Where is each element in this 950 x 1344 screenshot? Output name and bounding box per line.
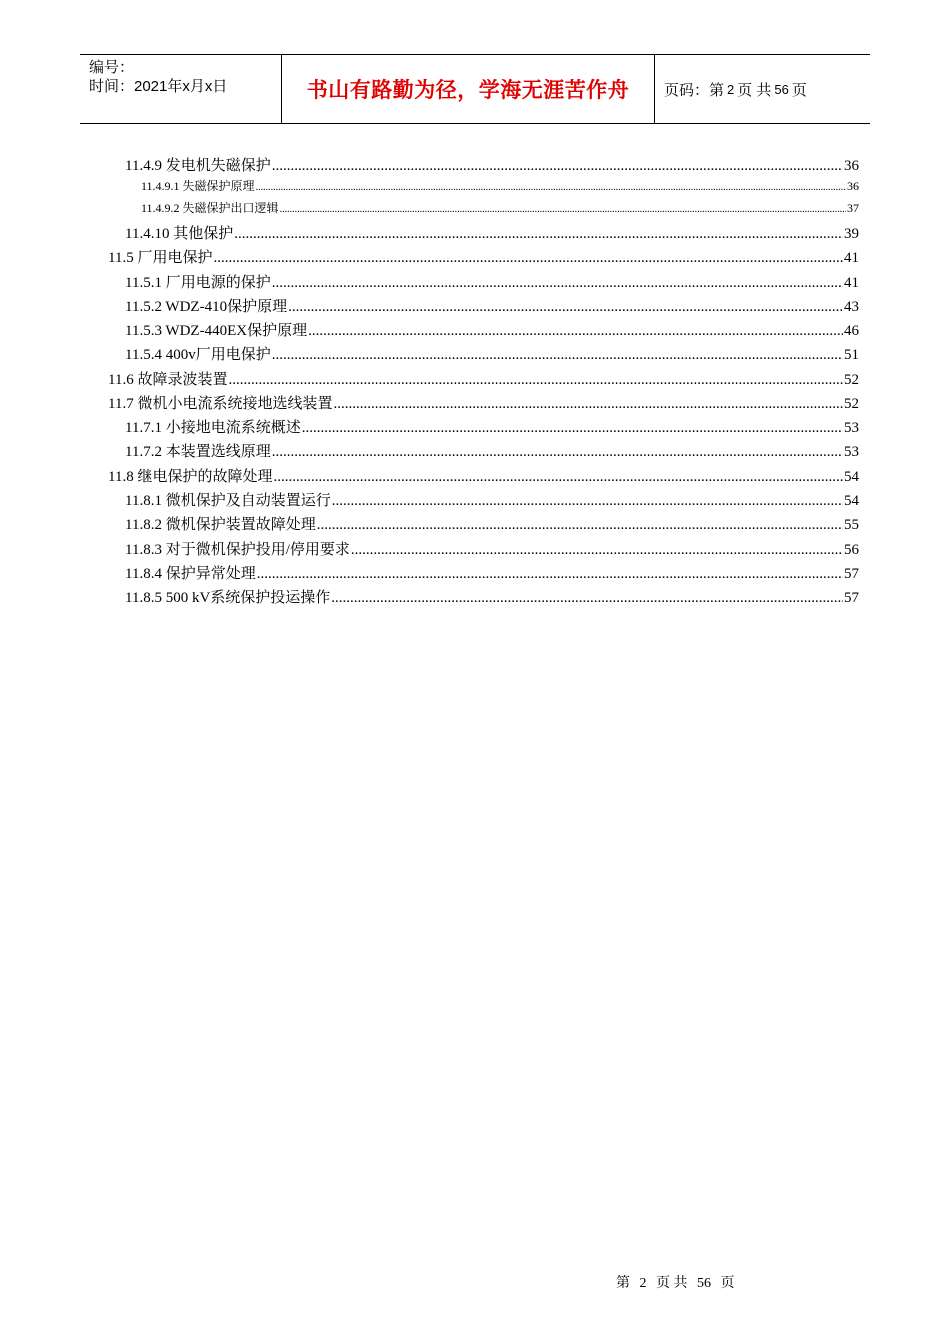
header-page-prefix: 页码：第	[664, 81, 725, 99]
toc-entry-page: 41	[844, 275, 859, 291]
toc-entry-label: 11.4.9 发电机失磁保护	[125, 158, 271, 174]
toc-entry-page: 39	[844, 226, 859, 242]
toc-entry-page: 55	[844, 517, 859, 533]
toc-entry-label: 11.4.10 其他保护	[125, 226, 234, 242]
toc-entry[interactable]	[125, 271, 859, 292]
header-page-mid: 页 共	[737, 81, 772, 99]
toc-dot-leader	[317, 517, 843, 534]
header-page-suffix: 页	[791, 81, 807, 99]
toc-entry-label: 11.5.4 400v厂用电保护	[125, 347, 271, 363]
toc-dot-leader	[256, 179, 846, 194]
toc-dot-leader	[213, 250, 843, 267]
toc-dot-leader	[302, 420, 843, 437]
toc-dot-leader	[272, 347, 843, 364]
toc-entry-label: 11.5 厂用电保护	[108, 250, 213, 266]
toc-entry[interactable]	[125, 562, 859, 583]
toc-entry[interactable]	[125, 489, 859, 510]
toc-dot-leader	[272, 275, 843, 292]
toc-entry[interactable]	[108, 368, 859, 389]
toc-dot-leader	[234, 226, 843, 243]
footer-mid: 页 共	[656, 1276, 688, 1291]
toc-entry-label: 11.7.1 小接地电流系统概述	[125, 420, 301, 436]
toc-entry-label: 11.8.4 保护异常处理	[125, 566, 256, 582]
toc-entry-page: 54	[844, 493, 859, 509]
toc-entry-page: 37	[847, 201, 859, 215]
toc-entry[interactable]	[108, 246, 859, 267]
toc-entry-label: 11.5.1 厂用电源的保护	[125, 275, 271, 291]
toc-dot-leader	[273, 469, 843, 486]
toc-entry-page: 46	[844, 323, 859, 339]
toc-entry-label: 11.4.9.2 失磁保护出口逻辑	[141, 201, 279, 215]
toc-entry[interactable]	[141, 177, 859, 194]
toc-entry[interactable]	[125, 513, 859, 534]
toc-entry-page: 52	[844, 396, 859, 412]
toc-entry[interactable]	[125, 222, 859, 243]
toc-dot-leader	[332, 493, 843, 510]
toc-entry[interactable]	[125, 538, 859, 559]
time-label: 时间：2021年x月x日	[89, 78, 228, 95]
toc-dot-leader	[280, 201, 846, 216]
toc-entry[interactable]	[125, 295, 859, 316]
toc-entry-page: 57	[844, 566, 859, 582]
page-footer	[616, 1272, 741, 1292]
footer-prefix: 第	[616, 1276, 630, 1291]
header-motto: 书山有路勤为径，学海无涯苦作舟	[282, 55, 655, 123]
toc-dot-leader	[308, 323, 843, 340]
toc-entry[interactable]	[125, 416, 859, 437]
toc-entry-label: 11.8.5 500 kV系统保护投运操作	[125, 590, 331, 606]
toc-entry-page: 57	[844, 590, 859, 606]
toc-entry-page: 53	[844, 444, 859, 460]
toc-dot-leader	[228, 372, 843, 389]
toc-entry[interactable]	[125, 319, 859, 340]
toc-entry-page: 43	[844, 299, 859, 315]
toc-entry-page: 51	[844, 347, 859, 363]
header-meta	[80, 55, 282, 123]
toc-entry-label: 11.4.9.1 失磁保护原理	[141, 179, 255, 193]
toc-entry[interactable]	[125, 154, 859, 175]
footer-total: 56	[697, 1276, 711, 1291]
toc-entry-page: 36	[844, 158, 859, 174]
toc-entry-label: 11.7 微机小电流系统接地选线装置	[108, 396, 333, 412]
toc-entry-label: 11.8.2 微机保护装置故障处理	[125, 517, 316, 533]
toc-entry-label: 11.6 故障录波装置	[108, 372, 228, 388]
header-page-info	[655, 55, 870, 123]
toc-dot-leader	[272, 158, 843, 175]
toc-entry-page: 56	[844, 542, 859, 558]
toc-entry[interactable]	[141, 199, 859, 216]
toc-entry-label: 11.8.1 微机保护及自动装置运行	[125, 493, 331, 509]
toc-entry-label: 11.5.3 WDZ-440EX保护原理	[125, 323, 308, 339]
toc-dot-leader	[288, 299, 843, 316]
toc-entry-page: 53	[844, 420, 859, 436]
toc-entry-page: 54	[844, 469, 859, 485]
number-label: 编号：	[89, 59, 135, 76]
footer-suffix: 页	[720, 1276, 735, 1291]
toc-entry-page: 41	[844, 250, 859, 266]
toc-entry[interactable]	[125, 343, 859, 364]
toc-entry-page: 36	[847, 179, 859, 193]
toc-entry-label: 11.5.2 WDZ-410保护原理	[125, 299, 288, 315]
toc-dot-leader	[272, 444, 843, 461]
toc-dot-leader	[331, 590, 843, 607]
page-header	[80, 54, 870, 124]
toc-entry-label: 11.7.2 本装置选线原理	[125, 444, 271, 460]
toc-entry[interactable]	[108, 392, 859, 413]
toc-entry[interactable]	[108, 465, 859, 486]
toc-entry[interactable]	[125, 440, 859, 461]
footer-current: 2	[639, 1276, 647, 1291]
toc-entry-page: 52	[844, 372, 859, 388]
toc-entry-label: 11.8.3 对于微机保护投用/停用要求	[125, 542, 350, 558]
toc-entry-label: 11.8 继电保护的故障处理	[108, 469, 273, 485]
toc-entry[interactable]	[125, 586, 859, 607]
header-page-total: 56	[774, 81, 789, 97]
toc-dot-leader	[257, 566, 843, 583]
toc-dot-leader	[351, 542, 843, 559]
header-page-current: 2	[727, 81, 735, 97]
toc-dot-leader	[333, 396, 843, 413]
